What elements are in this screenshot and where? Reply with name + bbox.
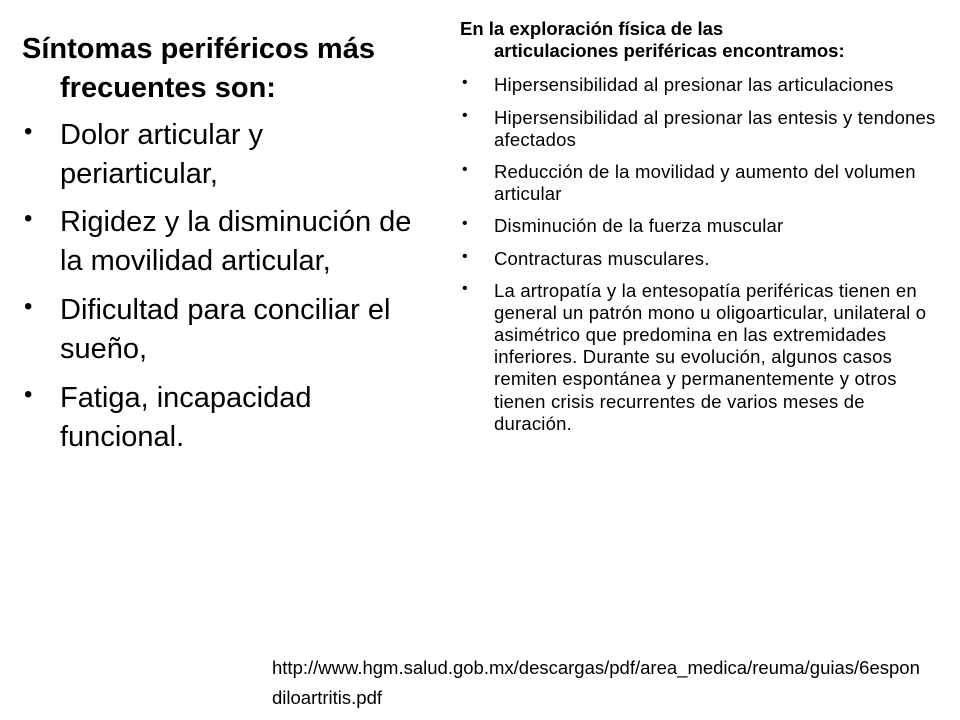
bullet-icon: • bbox=[462, 160, 468, 178]
bullet-icon: • bbox=[24, 380, 33, 408]
physical-exam-heading bbox=[460, 18, 940, 62]
source-url[interactable]: http://www.hgm.salud.gob.mx/descargas/pdf/area_medica/reuma/guias/6espondiloartritis.pdf bbox=[272, 657, 920, 708]
bullet-icon: • bbox=[462, 106, 468, 124]
bullet-icon: • bbox=[462, 279, 468, 297]
list-item bbox=[22, 116, 422, 194]
list-item bbox=[460, 161, 940, 205]
peripheral-symptoms-section bbox=[22, 30, 422, 467]
list-item-text: Reducción de la movilidad y aumento del volumen articular bbox=[494, 160, 916, 205]
list-item bbox=[460, 74, 940, 96]
list-item-text: Hipersensibilidad al presionar las entesis y tendones afectados bbox=[494, 106, 936, 150]
list-item-text: Fatiga, incapacidad funcional. bbox=[60, 381, 312, 453]
list-item-text: Hipersensibilidad al presionar las articulaciones bbox=[494, 74, 894, 96]
list-item bbox=[460, 107, 940, 151]
physical-exam-heading-line1: En la exploración física de las bbox=[460, 18, 724, 39]
list-item bbox=[460, 248, 940, 270]
list-item-text: Contracturas musculares. bbox=[494, 247, 710, 269]
bullet-icon: • bbox=[462, 215, 468, 233]
peripheral-symptoms-heading-line2: frecuentes son: bbox=[60, 71, 276, 104]
findings-list bbox=[460, 74, 940, 435]
bullet-icon: • bbox=[462, 247, 468, 265]
physical-exam-heading-line2: articulaciones periféricas encontramos: bbox=[494, 40, 845, 62]
peripheral-symptoms-heading-line1: Síntomas periféricos más bbox=[22, 33, 375, 65]
list-item bbox=[22, 291, 422, 369]
peripheral-symptoms-heading bbox=[22, 30, 422, 108]
physical-exam-section bbox=[460, 18, 940, 445]
symptoms-list bbox=[22, 116, 422, 457]
bullet-icon: • bbox=[24, 205, 33, 233]
list-item bbox=[460, 215, 940, 237]
bullet-icon: • bbox=[24, 293, 33, 321]
bullet-icon: • bbox=[24, 117, 33, 145]
list-item bbox=[22, 379, 422, 457]
list-item bbox=[22, 203, 422, 281]
list-item-text: La artropatía y la entesopatía periféricas tienen en general un patrón mono u oligoarticular, unilateral o asimétrico que predomina en las extremidades inferiores. Durante su evolución, algunos casos remiten espontánea y permanentemente y otros tienen crisis recurrentes de varios meses de duración. bbox=[494, 279, 927, 434]
list-item-text: Rigidez y la disminución de la movilidad articular, bbox=[60, 206, 412, 278]
list-item-text: Disminución de la fuerza muscular bbox=[494, 215, 784, 237]
list-item-text: Dolor articular y periarticular, bbox=[60, 118, 264, 190]
list-item bbox=[460, 280, 940, 435]
list-item-text: Dificultad para conciliar el sueño, bbox=[60, 294, 391, 366]
bullet-icon: • bbox=[462, 74, 468, 92]
